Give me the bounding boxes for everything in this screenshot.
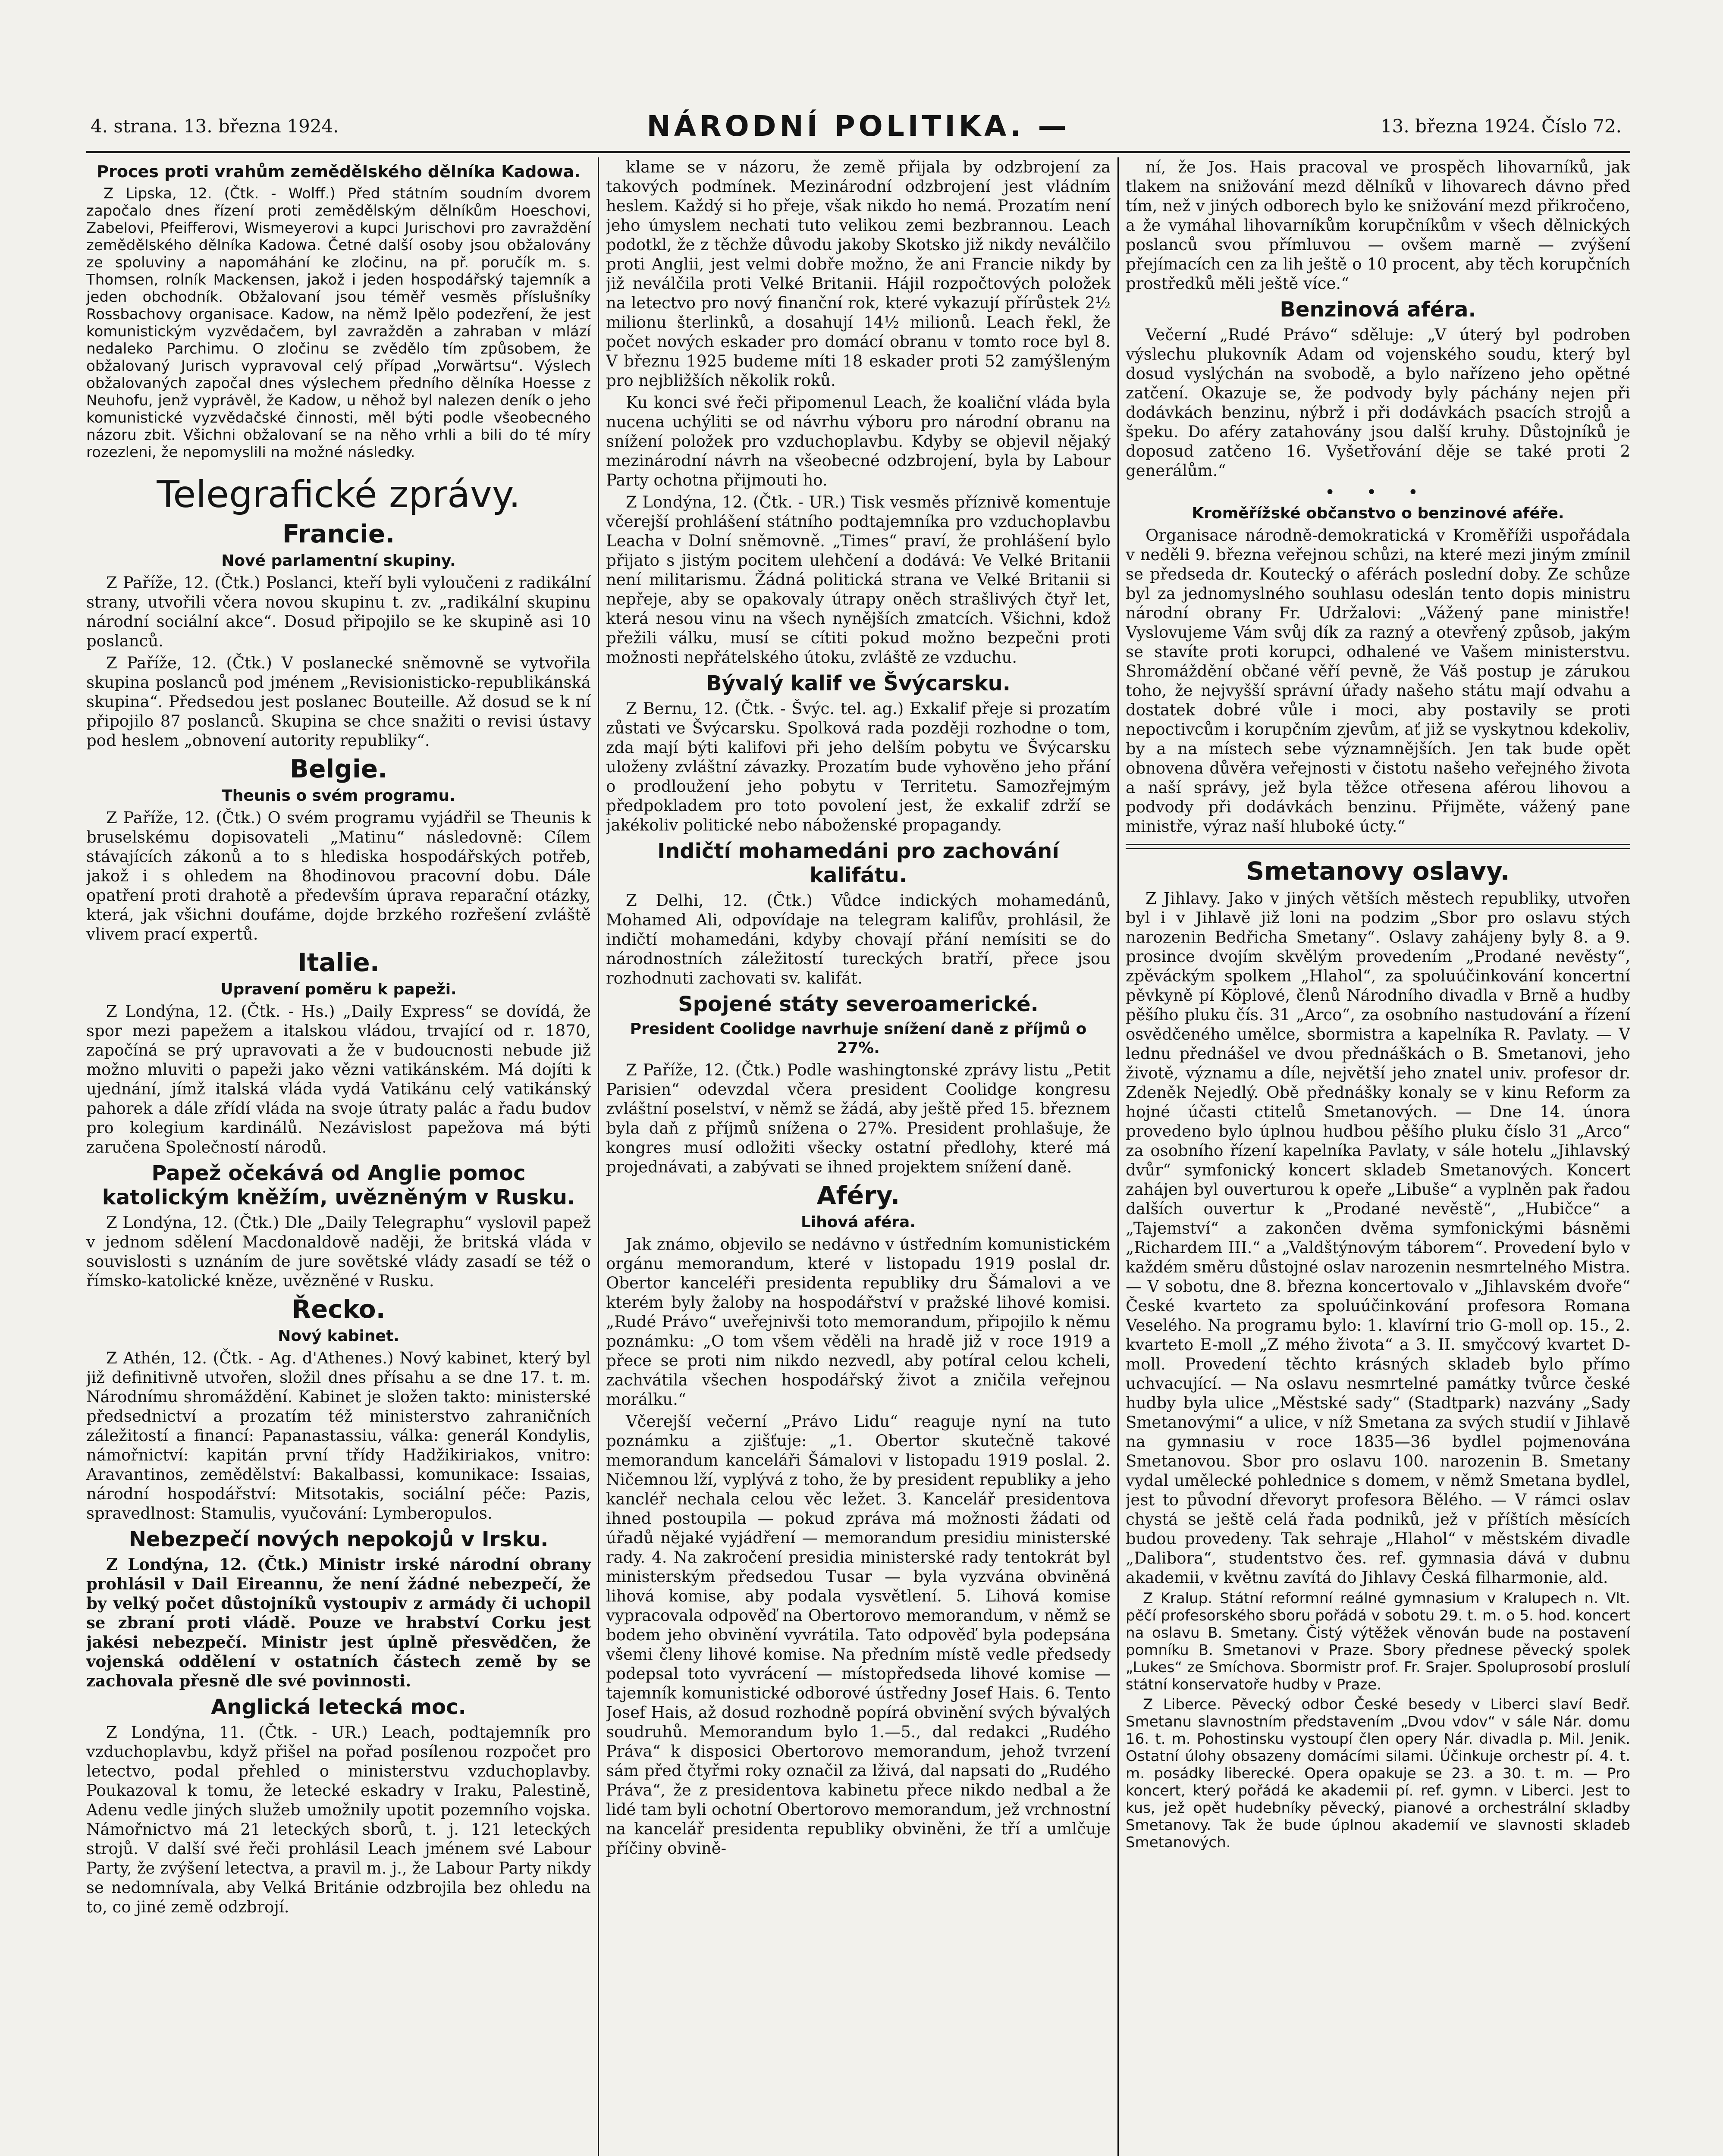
section-separator-dots: • • • (1324, 483, 1431, 502)
columns (86, 157, 1630, 2156)
headline-smetana-celebrations: Smetanovy oslavy. (1246, 856, 1510, 886)
subheading: Theunis o svém programu. (222, 787, 455, 805)
column-1 (86, 157, 591, 2156)
paragraph: Z Delhi, 12. (Čtk.) Vůdce indických mohamedánů, Mohamed Ali, odpovídaje na telegram kalifův, prohlásil, že indičtí mohamedáni, kdyby chovají přání nemísiti se do národnostních záležitostí tureckých bratří, přece jsou rozhodnuti zachovati sv. kalifát. (606, 891, 1111, 987)
paragraph: Z Londýna, 12. (Čtk.) Ministr irské národní obrany prohlásil v Dail Eireannu, že není žádné nebezpečí, že by velký počet důstojníků vystoupiv z armády či uchopil se zbraní proti vládě. Pouze ve hrabství Corku jest jakési nebezpečí. Ministr jest úplně přesvědčen, že vojenská oddělení v ostatních částech země by se zachovala přesně dle své povinnosti. (86, 1555, 591, 1690)
section-title-affairs: Aféry. (816, 1181, 900, 1210)
newspaper-sheet (86, 103, 1630, 2156)
subheading: Lihová aféra. (800, 1213, 916, 1231)
paragraph: Z Paříže, 12. (Čtk.) O svém programu vyjádřil se Theunis k bruselskému dopisovateli „Matinu“ následovně: Cílem stávajících zákonů a to s hlediska hospodářských potřeb, jakož i s ohledem na 8hodinovou pracovní dobu. Dále opatření proti drahotě a především úprava reparační otázky, která, jak všichni doufáme, dojde brzkého rozřešení zvláště vlivem prací expertů. (86, 808, 591, 943)
headline-air-power: Anglická letecká moc. (211, 1695, 466, 1719)
country-heading-usa: Spojené státy severoamerické. (678, 992, 1039, 1016)
headline-kadow-trial: Proces proti vrahům zemědělského dělníka Kadowa. (97, 162, 581, 181)
issue-number: 13. března 1924. Číslo 72. (1380, 116, 1622, 137)
paragraph: Z Londýna, 12. (Čtk. - UR.) Tisk vesměs příznivě komentuje včerejší prohlášení státního podtajemníka pro vzduchoplavbu Leacha v Dolní sněmovně. „Times“ praví, že prohlášení bylo přijato s jistým pocitem ulehčení a dodává: Ve Velké Britanii není militarismu. Žádná politická strana ve Velké Britanii si nepřeje, aby se opakovaly útrapy oněch strašlivých čtyř let, která nesou vinu na všech nynějších zmatcích. Všichni, kdož přežili válku, musí se cítiti pokud možno bezpečni proti možnosti nepřátelského útoku, zvláště ze vzduchu. (606, 493, 1111, 667)
paragraph: Z Paříže, 12. (Čtk.) V poslanecké sněmovně se vytvořila skupina poslanců pod jménem „Revisionisticko-republikánská skupina“. Předsedou jest poslanec Bouteille. Až dosud se k ní připojilo 87 poslanců. Skupina se chce snažiti o revisi ústavy pod heslem „obnovení autority republiky“. (86, 654, 591, 750)
paragraph: Z Athén, 12. (Čtk. - Ag. d'Athenes.) Nový kabinet, který byl již definitivně utvořen, složil dnes přísahu a se dne 17. t. m. Národnímu shromáždění. Kabinet je složen takto: ministerské předsednictví a prozatím též ministerstvo zahraničních záležitostí a financí: Papanastassiu, válka: generál Kondylis, námořnictví: kapitán první třídy Hadžikiriakos, vnitro: Aravantinos, zemědělství: Bakalbassi, komunikace: Issaias, národní hospodářství: Mitsotakis, sociální péče: Pazis, spravedlnost: Stamulis, vyučování: Lymberopulos. (86, 1349, 591, 1523)
subheading: President Coolidge navrhuje snížení daně z příjmů o 27%. (630, 1020, 1087, 1057)
paragraph: Z Paříže, 12. (Čtk.) Podle washingtonské zprávy listu „Petit Parisien“ odevzdal včera president Coolidge kongresu zvláštní poselství, v němž se žádá, aby ještě před 15. březnem byla daň z příjmů snížena o 27%. President prohlašuje, že kongres musí odložiti všecky ostatní předlohy, které má projednávati, a zabývati se ihned projektem snížení daně. (606, 1061, 1111, 1176)
paragraph: Z Lipska, 12. (Čtk. - Wolff.) Před státním soudním dvorem započalo dnes řízení proti zemědělským dělníkům Hoeschovi, Zabelovi, Pfeifferovi, Wismeyerovi a kupci Jurischovi pro zavraždění zemědělského dělníka Kadowa. Četné další osoby jsou obžalovány ze spoluviny a napomáhání ke zločinu, na př. poručík m. s. Thomsen, rolník Mackensen, jakož i jeden hospodářský tajemník a jeden obchodník. Obžalovaní jsou téměř vesměs příslušníky Rossbachovy organisace. Kadow, na němž lpělo podezření, že jest komunistickým vyzvědačem, byl zavražděn a zahraban v mlází nedaleko Parchimu. O zločinu se zvědělo tím způsobem, že obžalovaný Jurisch vypravoval celý případ „Vorwärtsu“. Výslech obžalovaných započal dnes výslechem předního dělníka Hoesse z Neuhofu, jenž vyprávěl, že Kadow, u něhož byl nalezen deník o jeho komunistické vyzvědačské činnosti, měl býti podle všeobecného názoru zbit. Všichni obžalovaní se na něho vrhli a bili do té míry rozezleni, že nepomyslili na možné následky. (86, 185, 591, 461)
paragraph: Ku konci své řeči připomenul Leach, že koaliční vláda byla nucena uchýliti se od návrhu výboru pro národní obranu na snížení položek pro vzduchoplavbu. Kdyby se objevil nějaký mezinárodní návrh na všeobecné odzbrojení, byla by Labour Party ochotna přijmouti ho. (606, 393, 1111, 489)
newspaper-title: NÁRODNÍ POLITIKA. — (647, 110, 1070, 143)
page-date-left: 4. strana. 13. března 1924. (91, 116, 339, 137)
column-2 (606, 157, 1111, 2156)
country-heading-belgium: Belgie. (289, 754, 388, 783)
subheading: Nový kabinet. (278, 1327, 399, 1345)
column-3 (1126, 157, 1630, 2156)
paragraph: ní, že Jos. Hais pracoval ve prospěch lihovarníků, jak tlakem na snižování mezd dělníků v lihovarech dávno před tím, než v jiných odborech bylo ke snižování mezd přikročeno, a že vymáhal lihovarníkům korupčníkům v všech dělnických poslanců svou přímluvou — ovšem marně — zvýšení přejímacích cen za lih ještě o 10 procent, aby těch korupčních prostředků měli ještě více.“ (1126, 158, 1630, 293)
headline-indian-muslims: Indičtí mohamedáni pro zachování kalifátu. (657, 839, 1059, 887)
headline-ireland: Nebezpečí nových nepokojů v Irsku. (129, 1527, 549, 1551)
paragraph: Z Liberce. Pěvecký odbor České besedy v Liberci slaví Bedř. Smetanu slavnostním představením „Dvou vdov“ v sále Nár. domu 16. t. m. Pohostinsku vystoupí člen opery Nár. divadla p. Mil. Jenik. Ostatní úlohy obsazeny domácími silami. Účinkuje orchestr pí. 4. t. m. posádky liberecké. Opera opakuje se 23. a 30. t. m. — Pro koncert, který pořádá ke akademii pí. ref. gymn. v Liberci. Jest to kus, jež opět hudebníky pěvecký, pianové a orchestrální skladby Smetanovy. Tak že bude úplnou akademií ve slavnosti skladeb Smetanových. (1126, 1696, 1630, 1851)
double-rule (1126, 844, 1630, 849)
paragraph: klame se v názoru, že země přijala by odzbrojení za takových podmínek. Mezinárodní odzbrojení jest vládním heslem. Každý si ho přeje, však nikdo ho nemá. Prozatím není jeho úmyslem nechati tuto velikou zemi bezbrannou. Leach podotkl, že z těchže důvodu jakoby Skotsko již nikdy neválčilo proti Anglii, jest velmi dobře možno, že ani Francie nikdy by již neválčila proti Velké Britanii. Hájil rozpočtových položek na letectvo pro nový finanční rok, které vykazují přírůstek 2½ milionu šterlinků, a dosahují 14½ milionů. Leach řekl, že počet nových eskader pro domácí obranu v tomto roce byl 8. V březnu 1925 budeme míti 18 eskader proti 52 zamýšleným pro nejbližších několik roků. (606, 158, 1111, 390)
paragraph: Z Paříže, 12. (Čtk.) Poslanci, kteří byli vyloučeni z radikální strany, utvořili včera novou skupinu t. zv. „radikální skupinu národní sociální akce“. Dosud připojilo se ke skupině asi 10 poslanců. (86, 573, 591, 650)
paragraph: Včerejší večerní „Právo Lidu“ reaguje nyní na tuto poznámku a zjišťuje: „1. Obertor skutečně takové memorandum kanceláři Šámalovi v listopadu 1919 poslal. 2. Ničemnou lží, vyplývá z toho, že by president republiky a jeho kancléř nechala celou věc ležet. 3. Kancelář presidentova ihned postoupila — pokud zpráva má možnosti žádati od úřadů nějaké vyjádření — memorandum presidiu ministerské rady. 4. Na zakročení presidia ministerské rady tentokrát byl ministerským předsedou Tusar — byla vyzvána obviněná lihová komise, aby podala vysvětlení. 5. Lihová komise vypracovala odpověď na Obertorovo memorandum, v němž se bodem jeho obvinění vyvrátila. Tato odpověď byla podepsána všemi členy lihové komise. Na předním místě vedle předsedy podepsal toto vyvrácení — místopředseda lihové komise — tajemník komunistické odborové ústředny Josef Hais. 6. Tento Josef Hais, až dosud rozhodně popírá obvinění svých bývalých soudruhů. Memorandum bylo 1.—5., dal redakci „Rudého Práva“ k disposici Obertorovo memorandum, jehož tvrzení sám před čtyřmi roky označil za lživá, dal napsati do „Rudého Práva“, že z presidentova kabinetu přece nikdo nedbal a že lidé tam byli ochotní Obertorovo memorandum, jež vrchnostní na kancelář presidenta republiky obviněni, že tří a umlčuje příčiny obvině- (606, 1412, 1111, 1858)
subheading: Nové parlamentní skupiny. (221, 552, 456, 570)
masthead (86, 103, 1630, 153)
paragraph: Z Bernu, 12. (Čtk. - Švýc. tel. ag.) Exkalif přeje si prozatím zůstati ve Švýcarsku. Spolková rada později rozhodne o tom, zda mají býti kalifovi při jeho delším pobytu ve Švýcarsku uloženy zvláštní závazky. Prozatím bude vyhověno jeho přání o prodloužení jeho pobytu v Territetu. Samozřejmým předpokladem pro toto povolení jest, že exkalif zdrží se jakékoliv politické nebo náboženské propagandy. (606, 699, 1111, 834)
paragraph: Z Jihlavy. Jako v jiných větších městech republiky, utvořen byl i v Jihlavě již loni na podzim „Sbor pro oslavu stých narozenin Bedřicha Smetany“. Oslavy zahájeny byly 8. a 9. prosince dvojím skvělým provedením „Prodané nevěsty“, zpěváckým spolkem „Hlahol“, za spoluúčinkování koncertní pěvkyně pí Köplové, členů Národního divadla v Brně a hudby pěšího pluku čís. 31 „Arco“, za osobního nastudování a řízení osvědčeného umělce, sbormistra a kapelníka R. Pavlaty. — V lednu přednášel ve dvou přednáškách o B. Smetanovi, jeho životě, významu a díle, největší jeho znatel univ. profesor dr. Zdeněk Nejedlý. Obě přednášky konaly se v kinu Reform za hojné účasti ctitelů Smetanových. — Dne 14. února provedeno bylo úplnou hudbou pěšího pluku číslo 31 „Arco“ za osobního řízení kapelníka Pavlaty, v sále hotelu „Jihlavský dvůr“ symfonický koncert skladeb Smetanových. Koncert zahájen byl ouverturou k opeře „Libuše“ a vyplněn pak řadou dalších ouvertur k „Prodané nevěstě“, „Hubičce“ a „Tajemství“ a zakončen dvěma symfonickými básněmi „Richardem III.“ a „Valdštýnovým táborem“. Provedení bylo v každém směru důstojné oslav narozenin nesmrtelného Mistra. — V sobotu, dne 8. března koncertovalo v „Jihlavském dvoře“ České kvarteto za spoluúčinkování profesora Romana Veselého. Na programu bylo: 1. klavírní trio G-moll op. 15., 2. kvarteto E-moll „Z mého života“ a 3. II. smyčcový kvartet D-moll. Provedení těchto krásných skladeb bylo přímo uchvacující. — Na oslavu nesmrtelné památky tvůrce české hudby byla ulice „Městské sady“ (Stadtpark) nazvány „Sady Smetanovými“ a ulice, v níž Smetana za svých studií v Jihlavě na gymnasiu v roce 1835—36 bydlel pojmenována Smetanovou. Sbor pro oslavu 100. narozenin B. Smetany vydal umělecké pohlednice s domem, v němž Smetana bydlel, jest to původní dřevoryt profesora Bělého. — V rámci oslav chystá se ještě celá řada podniků, jež v příštích měsících budou provedeny. Tak sehraje „Hlahol“ v městském divadle „Dalibora“, studentstvo čes. ref. gymnasia dává v dubnu akademii, v květnu zavítá do Jihlavy Česká filharmonie, ald. (1126, 889, 1630, 1587)
country-heading-italy: Italie. (298, 948, 380, 977)
headline-caliph-switzerland: Bývalý kalif ve Švýcarsku. (706, 671, 1011, 696)
paragraph: Organisace národně-demokratická v Kroměříži uspořádala v neděli 9. března veřejnou schůzi, na které mezi jiným zmínil se předseda dr. Koutecký o aférách poslední doby. Ze schůze byl za jednomyslného souhlasu odeslán tento dopis ministru národní obrany Fr. Udržalovi: „Vážený pane ministře! Vyslovujeme Vám svůj dík za razný a otevřený způsob, jakým se stavíte proti korupci, odhalené ve Vašem ministerstvu. Shromáždění občané věří pevně, že Váš postup je zárukou toho, že nejvyšší správní úřady našeho státu mají odvahu a dostatek dobré vůle i moci, aby postavily se proti nepoctivcům i korupčním zjevům, ať již se vyskytnou kdekoliv, by a na místech sebe významnějších. Jen tak bude opět obnovena důvěra veřejnosti v čistotu našeho veřejného života a naší správy, jež byla těžce otřesena aférou lihovou a podvody při dodávkách benzinu. Přijměte, vážený pane ministře, výraz naší hluboké úcty.“ (1126, 526, 1630, 836)
article-kadow-trial (86, 185, 591, 461)
headline-pope-england: Papež očekává od Anglie pomoc katolickým kněžím, uvězněným v Rusku. (102, 1161, 575, 1210)
section-title-telegrams: Telegrafické zprávy. (157, 473, 521, 516)
headline-benzine-affair: Benzinová aféra. (1280, 298, 1476, 322)
subheading: Kroměřížské občanstvo o benzinové aféře. (1192, 505, 1564, 522)
country-heading-greece: Řecko. (292, 1294, 386, 1324)
smetana-notices (1126, 1590, 1630, 1851)
paragraph: Jak známo, objevilo se nedávno v ústředním komunistickém orgánu memorandum, které v listopadu 1919 poslal dr. Obertor kanceléři presidenta republiky dru Šámalovi a ve kterém byly žaloby na hospodářství v pražské lihové komisi. „Rudé Právo“ uveřejnivši toto memorandum, připojilo k němu poznámku: „O tom všem věděli na hradě již v roce 1919 a přece se proti nim nikdo nezvedl, aby potíral celou kcheli, zachvátila všechen hospodářský život a zničila veřejnou morálku.“ (606, 1235, 1111, 1409)
country-heading-france: Francie. (282, 519, 395, 548)
paragraph: Z Londýna, 12. (Čtk. - Hs.) „Daily Express“ se dovídá, že spor mezi papežem a italskou vládou, trvající od r. 1870, započíná se prý upravovati a že v budoucnosti nebude již možno mluviti o papeži jako vězni vatikánském. Má dojíti k ujednání, jímž italská vláda vydá Vatikánu celý vatikánský pahorek a dále zřídí vláda na svoje útraty palác a řadu budov pro kolegium kardinálů. Nezávislost papežova má býti zaručena Společností národů. (86, 1002, 591, 1156)
subheading: Upravení poměru k papeži. (220, 981, 457, 998)
paragraph: Z Kralup. Státní reformní reálné gymnasium v Kralupech n. Vlt. pěčí profesorského sboru pořádá v sobotu 29. t. m. o 5. hod. koncert na oslavu B. Smetany. Čistý výtěžek věnován bude na postavení pomníku B. Smetanovi v Praze. Sbory přednese pěvecký spolek „Lukes“ ze Smíchova. Sbormistr prof. Fr. Srajer. Spoluprosobí proslulí státní konservatoře hudby v Praze. (1126, 1590, 1630, 1693)
paragraph: Večerní „Rudé Právo“ sděluje: „V úterý byl podroben výslechu plukovník Adam od vojenského soudu, který byl dosud vyslýchán na svobodě, a bylo nařízeno jeho opětné zatčení. Okazuje se, že podvody byly páchány nejen při dodávkách benzinu, nýbrž i při dodávkách psacích strojů a špeku. Do aféry zatahovány jsou další kruhy. Důstojníků je doposud zatčeno 16. Vyšetřování děje se také proti 2 generálům.“ (1126, 326, 1630, 480)
paragraph: Z Londýna, 11. (Čtk. - UR.) Leach, podtajemník pro vzduchoplavbu, když přišel na pořad posílenou rozpočet pro letectvo, podal přehled o ministerstvu vzduchoplavby. Poukazoval k tomu, že letecké eskadry v Iraku, Palestině, Adenu vedle jiných služeb umožnily upotit pozemního vojska. Námořnictvo má 21 leteckých sborů, t. j. 121 leteckých strojů. V další své řeči prohlásil Leach jménem své Labour Party, že zvýšení letectva, a pravil m. j., že Labour Party nikdy se nedomnívala, aby Velká Británie odzbrojila bez ohledu na to, co jiné země odzbrojí. (86, 1723, 591, 1916)
paragraph: Z Londýna, 12. (Čtk.) Dle „Daily Telegraphu“ vyslovil papež v jednom sdělení Macdonaldově naději, že britská vláda v souvislosti s uznáním de jure sovětské vlády zasadí se též o římsko-katolické kněze, uvězněné v Rusku. (86, 1213, 591, 1290)
